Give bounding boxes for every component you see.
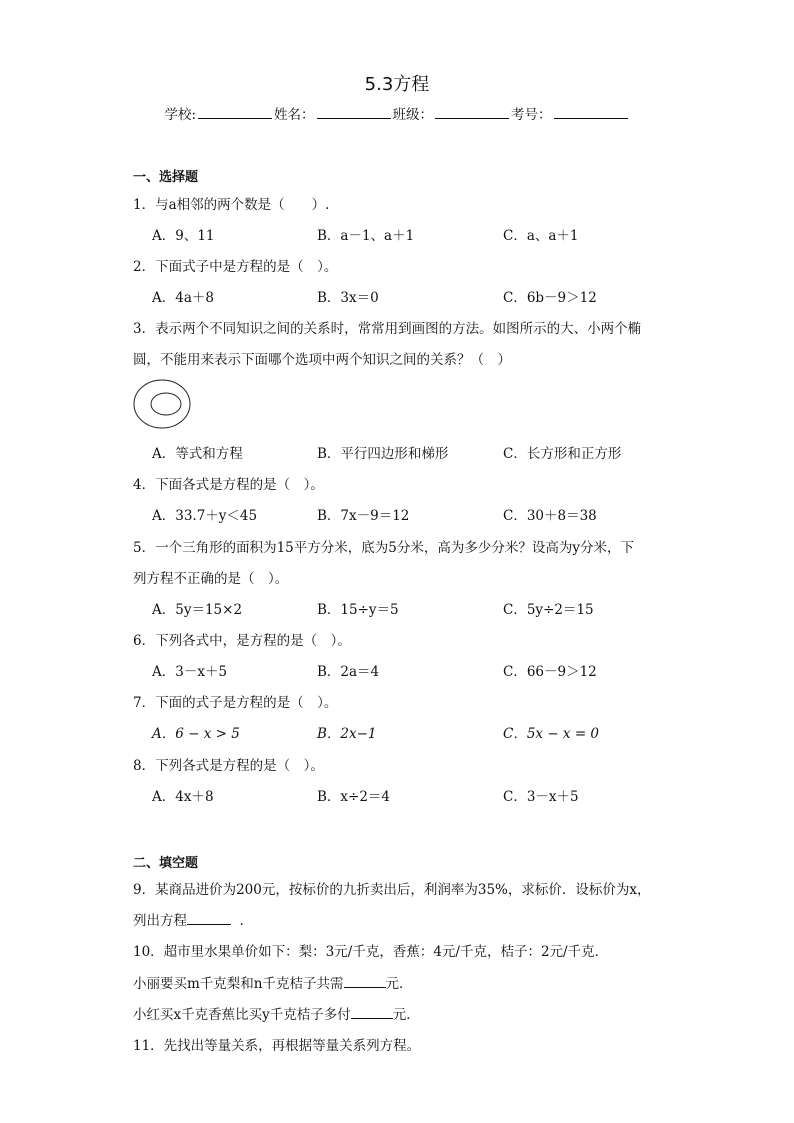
q8-option-c: C．3－x＋5 <box>503 789 579 805</box>
q9-period: ． <box>239 913 254 929</box>
q2-option-a: A．4a＋8 <box>152 290 214 306</box>
q7-option-b: B．2x−1 <box>317 726 377 742</box>
q6-option-b: B．2a＝4 <box>317 664 380 680</box>
q10-answer-blank-2[interactable] <box>351 1006 393 1019</box>
q2-option-c: C．6b－9＞12 <box>503 290 597 306</box>
q2-option-b: B．3x＝0 <box>317 290 379 306</box>
q5-option-a: A．5y＝15×2 <box>152 602 243 618</box>
school-label: 学校: <box>164 107 197 123</box>
question-11-stem: 11．先找出等量关系，再根据等量关系列方程。 <box>133 1038 421 1054</box>
q3-option-b: B．平行四边形和梯形 <box>317 446 449 462</box>
question-5-stem-line1: 5．一个三角形的面积为15平方分米，底为5分米，高为多少分米？设高为y分米，下 <box>133 540 634 556</box>
question-3-stem-line1: 3．表示两个不同知识之间的关系时，常常用到画图的方法。如图所示的大、小两个椭 <box>133 321 642 337</box>
q6-option-c: C．66－9＞12 <box>503 664 597 680</box>
section-fill-heading: 二、填空题 <box>133 856 199 871</box>
nested-ellipses-figure <box>133 378 193 430</box>
q10-line1-text: 小丽要买m千克梨和n千克桔子共需 <box>133 976 344 992</box>
q5-option-c: C．5y÷2＝15 <box>503 602 594 618</box>
question-3-stem-line2: 圆，不能用来表示下面哪个选项中两个知识之间的关系？（ ） <box>133 352 511 368</box>
student-info-line <box>0 103 794 123</box>
class-label: 班级： <box>392 107 434 123</box>
question-8-stem: 8．下列各式是方程的是（ ）。 <box>133 758 324 774</box>
name-blank[interactable] <box>317 106 391 119</box>
question-10-line1 <box>133 972 413 992</box>
number-blank[interactable] <box>554 106 628 119</box>
question-1-stem: 1．与a相邻的两个数是（ ）. <box>133 197 330 213</box>
question-4-stem: 4．下面各式是方程的是（ ）。 <box>133 477 324 493</box>
q1-option-b: B．a－1、a＋1 <box>317 228 415 244</box>
question-6-stem: 6．下列各式中，是方程的是（ ）。 <box>133 633 351 649</box>
q5-option-b: B．15÷y＝5 <box>317 602 399 618</box>
q10-answer-blank-1[interactable] <box>344 975 386 988</box>
q4-option-b: B．7x－9＝12 <box>317 508 410 524</box>
number-label: 考号： <box>511 107 552 123</box>
q10-line1-unit: 元． <box>385 976 413 992</box>
q1-option-c: C．a、a＋1 <box>503 228 579 244</box>
class-blank[interactable] <box>435 106 509 119</box>
question-2-stem: 2．下面式子中是方程的是（ ）。 <box>133 259 338 275</box>
name-label: 姓名： <box>274 107 315 123</box>
q7-option-a: A．6 − x > 5 <box>152 726 240 742</box>
question-9-stem-line2 <box>133 909 253 929</box>
question-7-stem: 7．下面的式子是方程的是（ ）。 <box>133 695 338 711</box>
section-choice-heading: 一、选择题 <box>133 170 199 185</box>
page-title: 5.3方程 <box>364 74 430 95</box>
q3-option-a: A．等式和方程 <box>152 446 243 462</box>
q10-line2-unit: 元． <box>392 1007 420 1023</box>
q8-option-b: B．x÷2＝4 <box>317 789 391 805</box>
question-10-line2 <box>133 1003 420 1023</box>
q6-option-a: A．3－x＋5 <box>152 664 228 680</box>
q9-answer-blank[interactable] <box>187 912 231 925</box>
q3-option-c: C．长方形和正方形 <box>503 446 622 462</box>
school-blank[interactable] <box>198 106 272 119</box>
q4-option-a: A．33.7＋y＜45 <box>152 508 258 524</box>
question-10-stem: 10．超市里水果单价如下：梨：3元/千克，香蕉：4元/千克，桔子：2元/千克． <box>133 944 609 960</box>
q4-option-c: C．30＋8＝38 <box>503 508 597 524</box>
question-5-stem-line2: 列方程不正确的是（ ）。 <box>133 571 289 587</box>
question-9-stem-line1: 9．某商品进价为200元，按标价的九折卖出后，利润率为35%，求标价．设标价为x， <box>133 882 651 898</box>
q10-line2-text: 小红买x千克香蕉比买y千克桔子多付 <box>133 1007 351 1023</box>
q7-option-c: C．5x − x = 0 <box>503 726 600 742</box>
q1-option-a: A．9、11 <box>152 228 215 244</box>
q8-option-a: A．4x＋8 <box>152 789 214 805</box>
q9-text: 列出方程 <box>133 913 187 929</box>
